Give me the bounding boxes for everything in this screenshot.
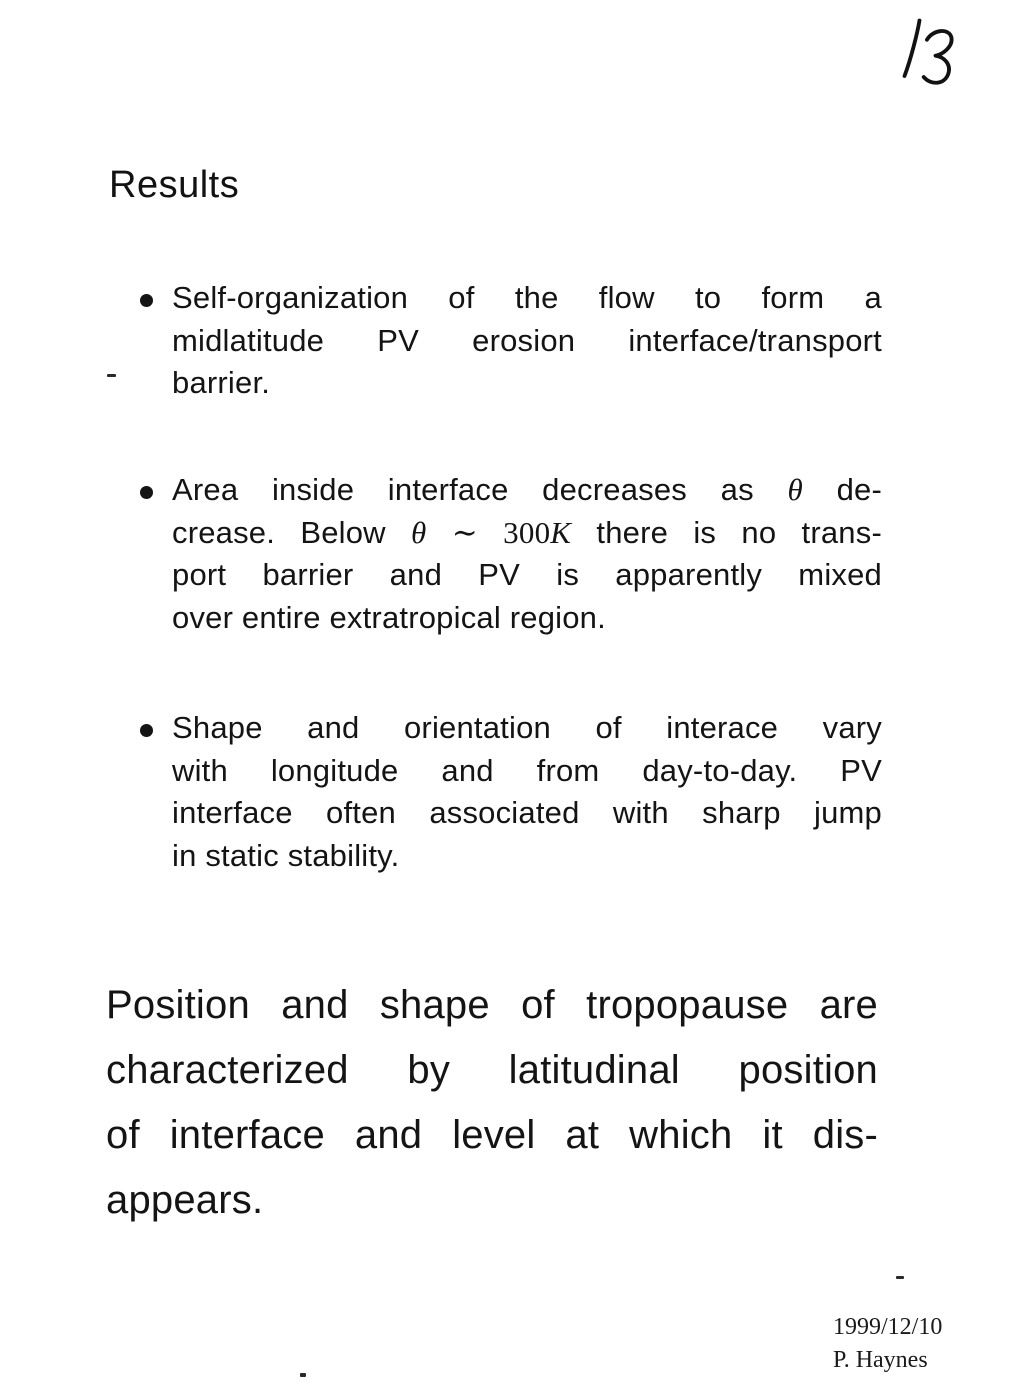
text-line: characterized by latitudinal position [106,1048,878,1092]
text-line: interface often associated with sharp jump [172,795,882,830]
text-line: Self-organization of the flow to form a [172,280,882,315]
bullet-text [172,277,882,405]
footer [833,1311,942,1377]
bullet-item [140,277,884,405]
page-title: Results [109,164,240,206]
text-line: of interface and level at which it dis- [106,1113,878,1157]
scan-artifact [300,1373,306,1377]
text-line: with longitude and from day-to-day. PV [172,752,882,788]
bullet-item [140,469,884,639]
bullet-text [172,707,882,877]
text-line: crease. Below θ ∼ 300K there is no trans- [172,514,882,550]
footer-author: P. Haynes [833,1347,928,1373]
text-line: over entire extratropical region. [172,599,606,635]
page-number-value [966,12,967,13]
scan-artifact [107,374,116,377]
text-line: Position and shape of tropopause are [106,983,878,1027]
page-number [890,12,966,92]
closing-paragraph [106,973,878,1233]
text-line: in static stability. [172,837,400,873]
text-line: appears. [106,1178,264,1222]
text-line: midlatitude PV erosion interface/transport [172,322,882,358]
text-line: Shape and orientation of interace vary [172,710,882,745]
bullet-text [172,469,882,639]
handwritten-13-icon [890,12,966,92]
bullet-icon [140,724,153,737]
scan-artifact [896,1276,904,1279]
text-line: Area inside interface decreases as θ de- [172,472,882,507]
bullet-icon [140,486,153,499]
text-line: barrier. [172,365,271,400]
text-line: port barrier and PV is apparently mixed [172,557,882,592]
bullet-icon [140,294,153,307]
footer-date: 1999/12/10 [833,1314,943,1340]
bullet-item [140,707,884,877]
